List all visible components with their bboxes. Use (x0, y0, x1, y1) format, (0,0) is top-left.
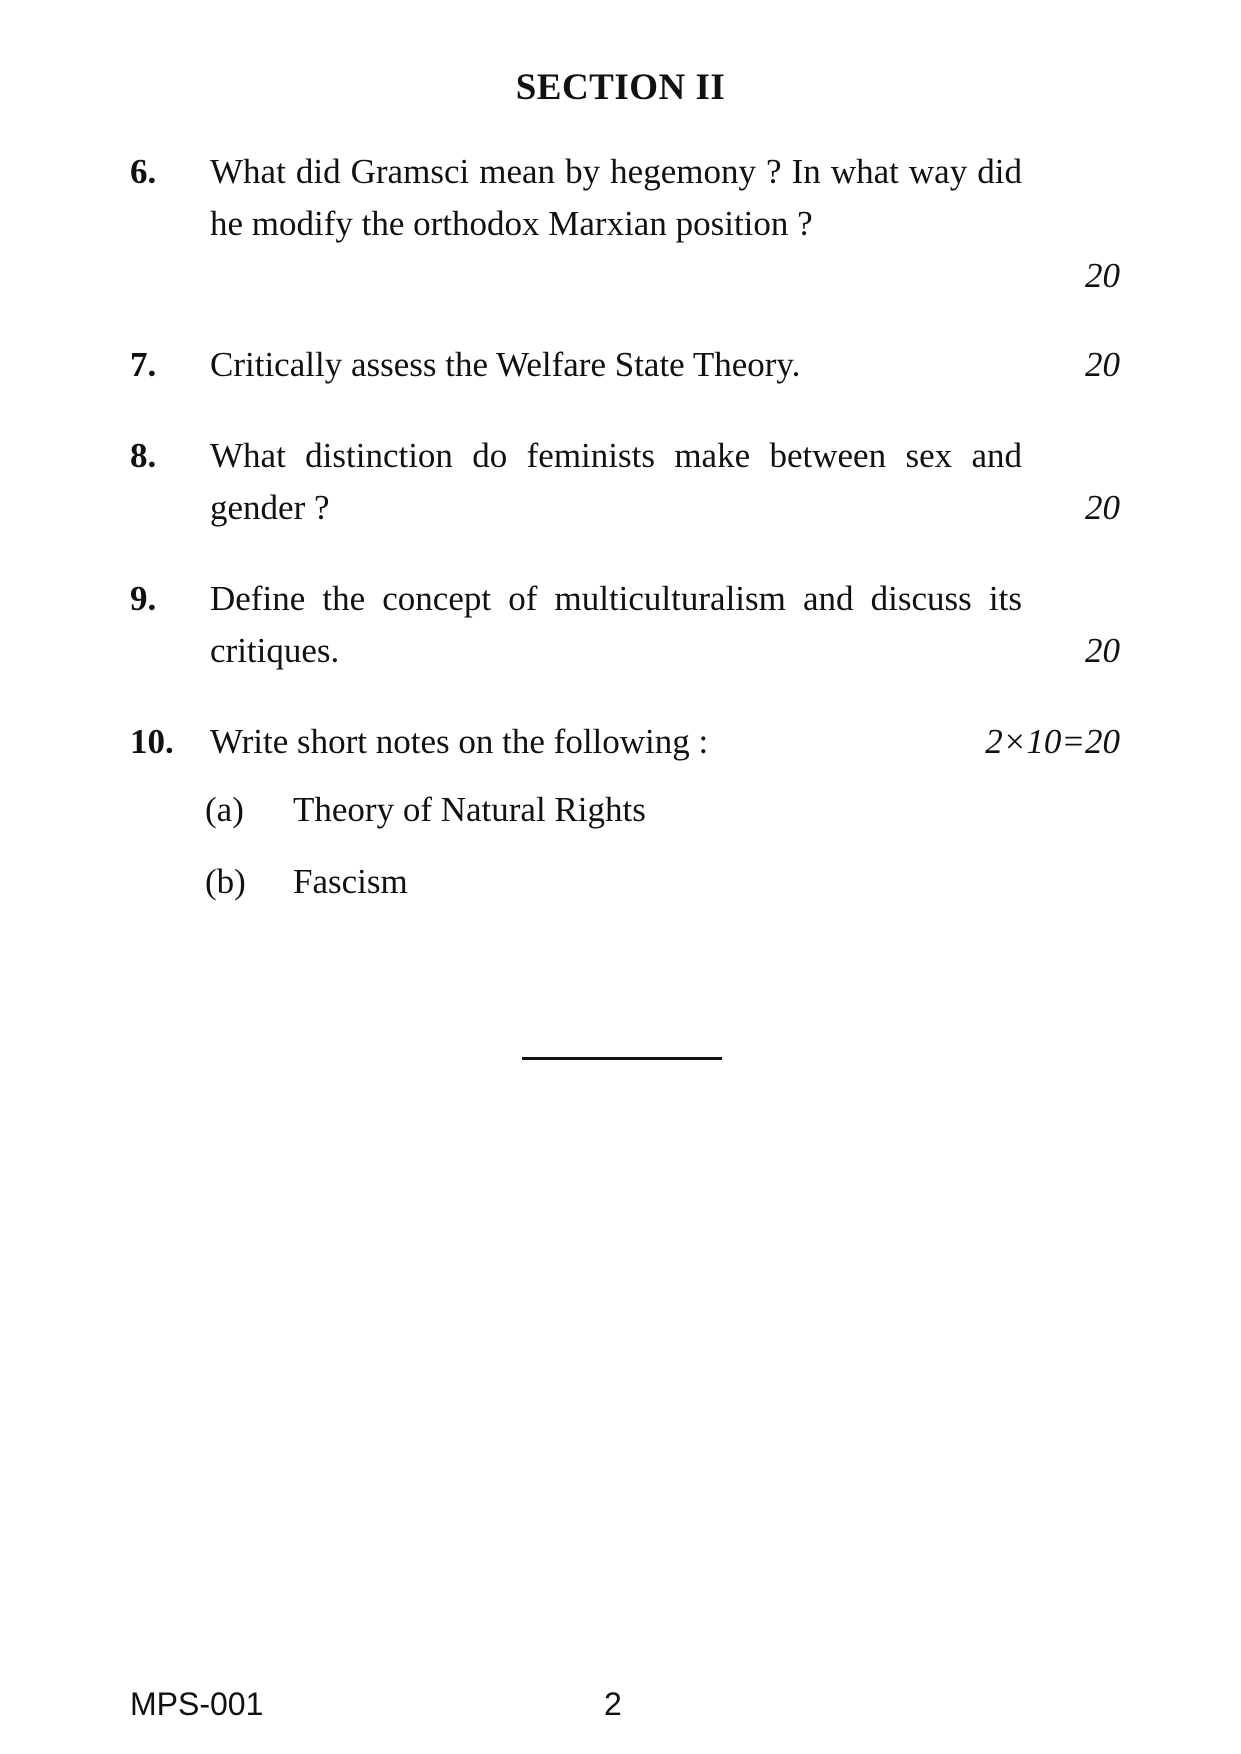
subpart-text: Theory of Natural Rights (293, 790, 646, 829)
end-divider (522, 1057, 722, 1060)
subpart-label: (a) (205, 790, 244, 829)
question-marks: 20 (1085, 256, 1120, 295)
section-title: SECTION II (515, 67, 726, 108)
question-9 (130, 573, 1120, 681)
question-10 (130, 716, 1120, 772)
question-text: What distinction do feminists make between sex and gender ? (210, 436, 1022, 527)
question-number: 10. (130, 722, 174, 761)
subpart-text: Fascism (293, 862, 408, 901)
question-marks: 2×10=20 (985, 722, 1120, 761)
question-text: What did Gramsci mean by hegemony ? In what way did he modify the orthodox Marxian position ? (210, 152, 1022, 243)
question-number: 6. (130, 152, 157, 191)
question-8 (130, 430, 1120, 538)
question-marks: 20 (1085, 488, 1120, 527)
question-number: 7. (130, 345, 157, 384)
question-marks: 20 (1085, 631, 1120, 670)
paper-code: MPS-001 (130, 1686, 264, 1722)
page-number: 2 (604, 1686, 622, 1722)
question-marks: 20 (1085, 345, 1120, 384)
question-text: Define the concept of multiculturalism and discuss its critiques. (210, 579, 1022, 670)
question-number: 9. (130, 579, 157, 618)
subpart-label: (b) (205, 862, 246, 901)
question-number: 8. (130, 436, 157, 475)
question-7 (130, 339, 1120, 395)
question-text: Write short notes on the following : (210, 722, 709, 761)
question-6 (130, 146, 1120, 306)
question-text: Critically assess the Welfare State Theory. (210, 345, 801, 384)
